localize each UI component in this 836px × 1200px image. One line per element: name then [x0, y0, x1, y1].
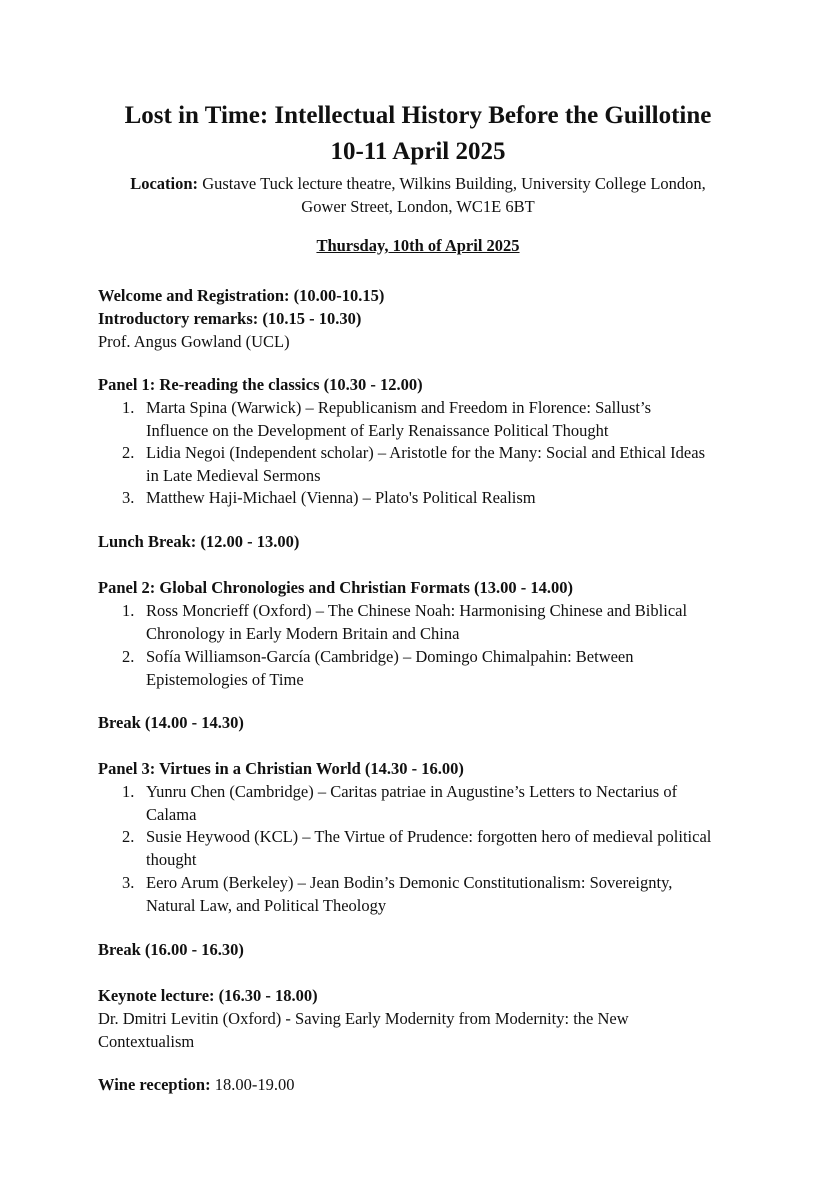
location-line-2: Gower Street, London, WC1E 6BT: [301, 197, 535, 216]
panel3-item3-line1: Eero Arum (Berkeley) – Jean Bodin’s Demonic Constitutionalism: Sovereignty,: [146, 873, 673, 892]
intro-speaker: Prof. Angus Gowland (UCL): [98, 332, 290, 351]
panel3-item2-line1: Susie Heywood (KCL) – The Virtue of Prudence: forgotten hero of medieval political: [146, 827, 712, 846]
panel2-item1-number: 1.: [122, 601, 135, 620]
panel3-item1-number: 1.: [122, 782, 135, 801]
wine-reception: [98, 1073, 294, 1097]
keynote-heading: Keynote lecture: (16.30 - 18.00): [98, 986, 318, 1005]
panel1-item3-line1: Matthew Haji-Michael (Vienna) – Plato's Political Realism: [146, 488, 536, 507]
break-1: Break (14.00 - 14.30): [98, 713, 244, 732]
keynote-line-1: Dr. Dmitri Levitin (Oxford) - Saving Early Modernity from Modernity: the New: [98, 1009, 629, 1028]
panel2-item2-line2: Epistemologies of Time: [146, 670, 304, 689]
page-title: Lost in Time: Intellectual History Before the Guillotine: [124, 102, 712, 129]
day-heading: Thursday, 10th of April 2025: [316, 236, 520, 255]
panel1-item3-number: 3.: [122, 488, 135, 507]
panel1-item2-line1: Lidia Negoi (Independent scholar) – Aristotle for the Many: Social and Ethical Ideas: [146, 443, 705, 462]
panel1-item2-line2: in Late Medieval Sermons: [146, 466, 321, 485]
panel3-item2-number: 2.: [122, 827, 135, 846]
break-2: Break (16.00 - 16.30): [98, 940, 244, 959]
panel1-heading: Panel 1: Re-reading the classics (10.30 - 12.00): [98, 375, 423, 394]
panel2-item1-line1: Ross Moncrieff (Oxford) – The Chinese Noah: Harmonising Chinese and Biblical: [146, 601, 688, 620]
panel3-item3-line2: Natural Law, and Political Theology: [146, 896, 387, 915]
panel1-item2-number: 2.: [122, 443, 135, 462]
wine-time: 18.00-19.00: [214, 1075, 295, 1094]
location-label: Location:: [130, 174, 199, 193]
panel1-item1-line2: Influence on the Development of Early Renaissance Political Thought: [146, 421, 609, 440]
location-text-1: Gustave Tuck lecture theatre, Wilkins Building, University College London,: [202, 174, 706, 193]
panel3-item1-line1: Yunru Chen (Cambridge) – Caritas patriae in Augustine’s Letters to Nectarius of: [146, 782, 678, 801]
panel1-item1-number: 1.: [122, 398, 135, 417]
lunch-break: Lunch Break: (12.00 - 13.00): [98, 532, 300, 551]
panel3-item1-line2: Calama: [146, 805, 197, 824]
panel2-item2-line1: Sofía Williamson-García (Cambridge) – Domingo Chimalpahin: Between: [146, 647, 634, 666]
welcome-heading: Welcome and Registration: (10.00-10.15): [98, 286, 385, 305]
keynote-line-2: Contextualism: [98, 1032, 195, 1051]
wine-label: Wine reception:: [98, 1075, 211, 1094]
panel3-item3-number: 3.: [122, 873, 135, 892]
location-line-1: [0, 172, 836, 196]
panel2-heading: Panel 2: Global Chronologies and Christian Formats (13.00 - 14.00): [98, 578, 573, 597]
panel3-item2-line2: thought: [146, 850, 197, 869]
panel3-heading: Panel 3: Virtues in a Christian World (14.30 - 16.00): [98, 759, 464, 778]
panel2-item2-number: 2.: [122, 647, 135, 666]
panel2-item1-line2: Chronology in Early Modern Britain and China: [146, 624, 460, 643]
conference-dates: 10-11 April 2025: [330, 138, 506, 165]
intro-heading: Introductory remarks: (10.15 - 10.30): [98, 309, 362, 328]
panel1-item1-line1: Marta Spina (Warwick) – Republicanism and Freedom in Florence: Sallust’s: [146, 398, 652, 417]
